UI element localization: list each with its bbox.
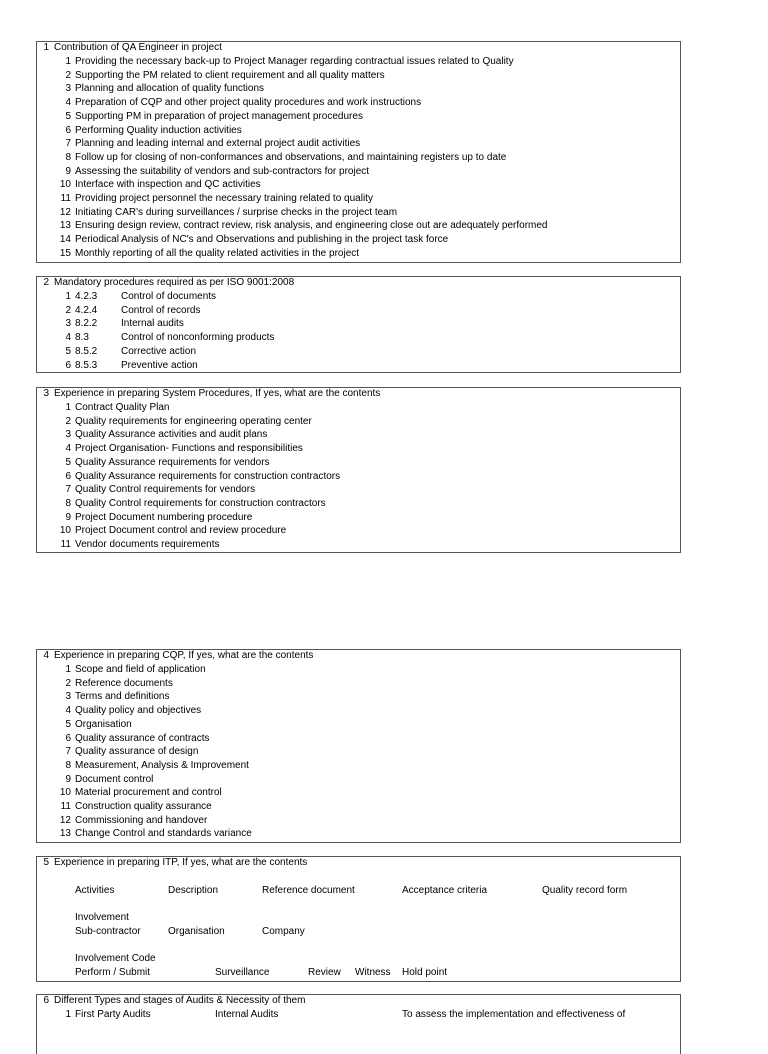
item-number: 1: [65, 291, 71, 302]
itp-code-witness: Witness: [355, 967, 391, 978]
section-3-box: [36, 387, 681, 553]
item-number: 2: [65, 415, 71, 427]
section-title: Mandatory procedures required as per ISO 9001:2008: [54, 277, 295, 288]
item-number: 14: [59, 234, 71, 246]
itp-code-surveillance: Surveillance: [215, 967, 270, 978]
item-text: Project Organisation- Functions and responsibilities: [75, 443, 303, 455]
item-text: Planning and leading internal and external project audit activities: [75, 138, 361, 150]
item-text: Project Document numbering procedure: [75, 511, 253, 523]
itp-column-reference-document: Reference document: [262, 885, 355, 896]
item-text: Interface with inspection and QC activities: [75, 179, 261, 191]
item-text: Quality Control requirements for vendors: [75, 484, 256, 496]
item-text: Quality Assurance activities and audit plans: [75, 429, 268, 441]
item-number: 6: [65, 470, 71, 482]
item-number: 8: [65, 497, 71, 509]
item-text: Material procurement and control: [75, 787, 222, 799]
item-number: 11: [60, 801, 71, 812]
item-text: Quality policy and objectives: [75, 705, 202, 717]
item-text: Supporting the PM related to client requirement and all quality matters: [75, 69, 385, 81]
itp-code-label: Involvement Code: [75, 953, 156, 964]
item-text: Follow up for closing of non-conformances and observations, and maintaining registers up to date: [75, 151, 507, 163]
item-text: Providing project personnel the necessary training related to quality: [75, 193, 373, 204]
item-number: 3: [65, 83, 71, 95]
item-number: 5: [65, 345, 71, 357]
item-text: Periodical Analysis of NC's and Observations and publishing in the project task force: [75, 234, 449, 246]
item-text: First Party Audits: [75, 1009, 151, 1020]
item-clause: 8.5.3: [75, 359, 98, 371]
item-text: Project Document control and review procedure: [75, 525, 287, 537]
item-text: Construction quality assurance: [75, 801, 212, 812]
item-audit-type: Internal Audits: [215, 1009, 279, 1020]
item-text: Corrective action: [121, 345, 197, 357]
section-title: Experience in preparing ITP, If yes, what are the contents: [54, 857, 308, 868]
item-text: Quality Assurance requirements for vendors: [75, 456, 270, 468]
section-title: Different Types and stages of Audits & Necessity of them: [54, 995, 306, 1006]
list-item: [37, 1008, 677, 1022]
item-number: 4: [65, 705, 71, 717]
item-text: Control of documents: [121, 291, 217, 302]
itp-column-description: Description: [168, 885, 219, 896]
item-clause: 8.3: [75, 332, 89, 344]
item-text: Quality Assurance requirements for construction contractors: [75, 470, 341, 482]
item-text: Ensuring design review, contract review, risk analysis, and engineering close out are adequately performed: [75, 220, 548, 232]
item-text: Providing the necessary back-up to Project Manager regarding contractual issues related to Quality: [75, 56, 514, 67]
section-number: 5: [43, 857, 49, 868]
item-number: 11: [60, 539, 71, 550]
item-number: 1: [65, 664, 71, 675]
item-number: 4: [65, 332, 71, 344]
item-number: 5: [65, 718, 71, 730]
item-number: 10: [59, 179, 71, 191]
item-number: 5: [65, 110, 71, 122]
item-text: Preventive action: [121, 359, 198, 371]
item-number: 6: [65, 124, 71, 136]
item-number: 3: [65, 691, 71, 703]
item-text: Control of nonconforming products: [121, 332, 275, 344]
itp-column-acceptance-criteria: Acceptance criteria: [402, 885, 488, 896]
section-number: 6: [43, 995, 49, 1006]
item-number: 12: [59, 206, 71, 218]
itp-code-review: Review: [308, 967, 341, 978]
item-text: Preparation of CQP and other project quality procedures and work instructions: [75, 97, 422, 109]
itp-involvement-company: Company: [262, 926, 305, 937]
item-number: 3: [65, 429, 71, 441]
item-number: 3: [65, 318, 71, 330]
item-text: Change Control and standards variance: [75, 828, 252, 840]
item-text: Measurement, Analysis & Improvement: [75, 759, 249, 771]
item-number: 7: [65, 138, 71, 150]
item-text: Organisation: [75, 718, 132, 730]
item-text: Planning and allocation of quality functions: [75, 83, 265, 95]
item-text: Assessing the suitability of vendors and sub-contractors for project: [75, 165, 370, 177]
itp-involvement-subcontractor: Sub-contractor: [75, 926, 141, 937]
item-number: 8: [65, 151, 71, 163]
item-number: 15: [59, 247, 71, 259]
item-number: 7: [65, 484, 71, 496]
section-title: Contribution of QA Engineer in project: [54, 42, 222, 53]
item-number: 2: [65, 304, 71, 316]
item-number: 12: [59, 814, 71, 826]
item-number: 7: [65, 746, 71, 758]
item-number: 10: [59, 787, 71, 799]
item-text: Quality assurance of design: [75, 746, 199, 758]
itp-column-quality-record-form: Quality record form: [542, 885, 628, 896]
section-number: 2: [43, 277, 49, 288]
section-title: Experience in preparing System Procedures, If yes, what are the contents: [54, 388, 381, 399]
item-text: Quality Control requirements for construction contractors: [75, 497, 326, 509]
item-number: 1: [65, 1009, 71, 1020]
item-text: Contract Quality Plan: [75, 402, 170, 413]
itp-involvement-organisation: Organisation: [168, 926, 225, 937]
item-number: 2: [65, 69, 71, 81]
item-number: 13: [59, 828, 71, 840]
item-number: 4: [65, 443, 71, 455]
item-number: 9: [65, 165, 71, 177]
item-text: Quality assurance of contracts: [75, 732, 210, 744]
item-number: 1: [65, 402, 71, 413]
item-number: 8: [65, 759, 71, 771]
item-clause: 4.2.3: [75, 291, 98, 302]
item-number: 6: [65, 732, 71, 744]
item-text: Monthly reporting of all the quality related activities in the project: [75, 247, 360, 259]
item-text: Initiating CAR's during surveillances / surprise checks in the project team: [75, 206, 398, 218]
section-number: 3: [43, 388, 49, 399]
section-5-box: [36, 856, 681, 982]
item-text: Reference documents: [75, 677, 173, 689]
item-number: 5: [65, 456, 71, 468]
item-number: 1: [65, 56, 71, 67]
section-title: Experience in preparing CQP, If yes, what are the contents: [54, 650, 314, 661]
section-6-box: [36, 994, 681, 1054]
itp-code-hold-point: Hold point: [402, 967, 448, 978]
item-number: 11: [60, 193, 71, 204]
item-text: Performing Quality induction activities: [75, 124, 242, 136]
item-clause: 8.2.2: [75, 318, 98, 330]
item-number: 4: [65, 97, 71, 109]
item-text: Control of records: [121, 304, 201, 316]
item-number: 13: [59, 220, 71, 232]
item-clause: 8.5.2: [75, 345, 98, 357]
section-number: 1: [43, 42, 49, 53]
item-text: Commissioning and handover: [75, 814, 208, 826]
itp-code-perform-submit: Perform / Submit: [75, 967, 151, 978]
item-number: 9: [65, 773, 71, 785]
section-1-box: [36, 41, 681, 263]
item-number: 10: [59, 525, 71, 537]
item-text: Vendor documents requirements: [75, 539, 220, 550]
item-text: Quality requirements for engineering operating center: [75, 415, 312, 427]
item-clause: 4.2.4: [75, 304, 98, 316]
item-number: 6: [65, 359, 71, 371]
item-purpose: To assess the implementation and effectiveness of: [402, 1009, 626, 1020]
itp-involvement-label: Involvement: [75, 912, 129, 923]
item-text: Internal audits: [121, 318, 184, 330]
item-text: Supporting PM in preparation of project management procedures: [75, 110, 363, 122]
itp-column-activities: Activities: [75, 885, 115, 896]
item-text: Scope and field of application: [75, 664, 206, 675]
item-text: Document control: [75, 773, 154, 785]
section-2-box: [36, 276, 681, 373]
item-text: Terms and definitions: [75, 691, 170, 703]
section-4-box: [36, 649, 681, 843]
item-number: 2: [65, 677, 71, 689]
section-number: 4: [43, 650, 49, 661]
item-number: 9: [65, 511, 71, 523]
